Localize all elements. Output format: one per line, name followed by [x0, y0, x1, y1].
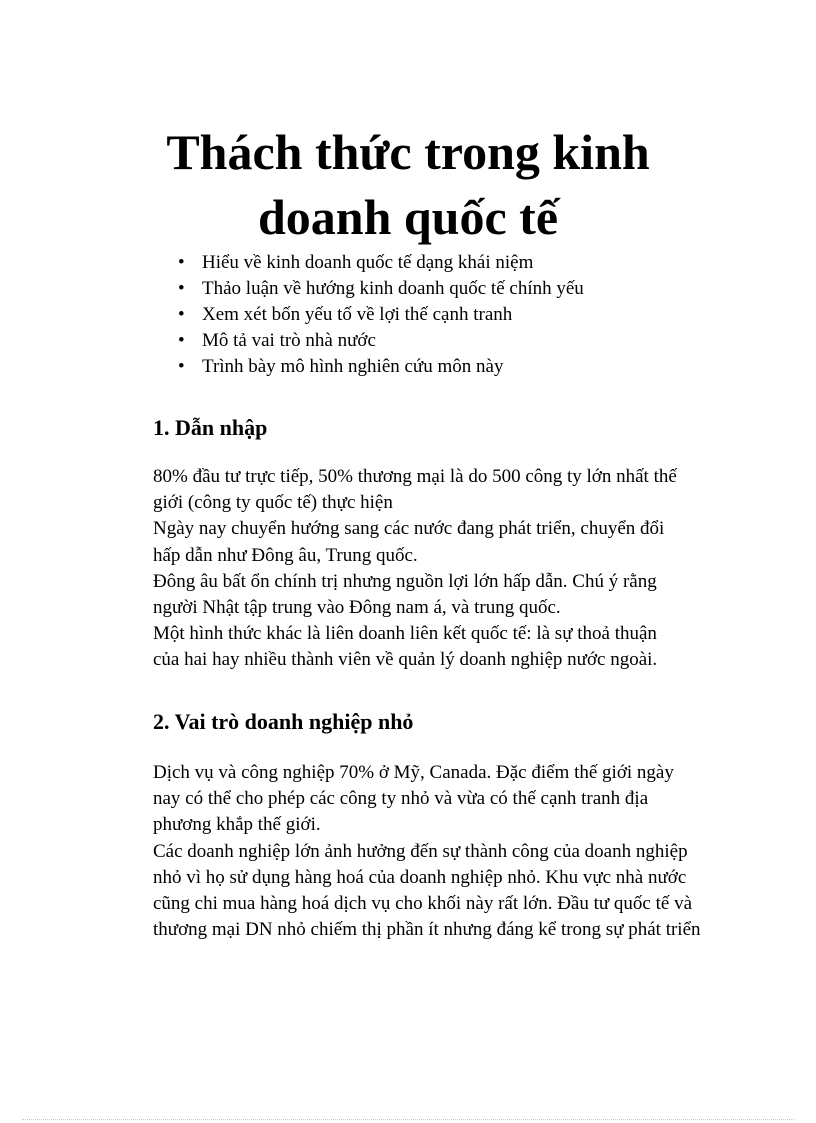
list-item [178, 328, 584, 354]
list-item [178, 354, 584, 380]
title-line: doanh quốc tế [257, 189, 559, 245]
list-item [178, 276, 584, 302]
text-line: cũng chi mua hàng hoá dịch vụ cho khối này rất lớn. Đầu tư quốc tế và [153, 893, 693, 915]
bullet-icon: • [178, 252, 185, 273]
list-item-text: Mô tả vai trò nhà nước [202, 330, 376, 351]
bullet-icon: • [178, 356, 185, 377]
text-line: giới (công ty quốc tế) thực hiện [153, 492, 393, 514]
text-line: hấp dẫn như Đông âu, Trung quốc. [153, 544, 418, 566]
bullet-icon: • [178, 278, 185, 299]
list-item-text: Hiểu về kinh doanh quốc tế dạng khái niệm [202, 252, 534, 273]
text-line: Ngày nay chuyển hướng sang các nước đang phát triển, chuyển đổi [153, 518, 665, 540]
document-title [0, 120, 816, 250]
list-item-text: Thảo luận về hướng kinh doanh quốc tế chính yếu [202, 278, 584, 299]
title-line: Thách thức trong kinh [166, 124, 650, 180]
text-line: Đông âu bất ổn chính trị nhưng nguồn lợi lớn hấp dẫn. Chú ý rằng [153, 570, 657, 592]
text-line: nay có thể cho phép các công ty nhỏ và vừa có thế cạnh tranh địa [153, 788, 649, 810]
text-line: Dịch vụ và công nghiệp 70% ở Mỹ, Canada. Đặc điểm thế giới ngày [153, 762, 674, 783]
text-line: thương mại DN nhỏ chiếm thị phần ít nhưng đáng kể trong sự phát triển [153, 919, 701, 941]
section-heading-introduction: 1. Dẫn nhập [153, 415, 268, 440]
list-item-text: Xem xét bốn yếu tố về lợi thế cạnh tranh [202, 304, 513, 325]
bullet-icon: • [178, 304, 185, 325]
section-body-introduction [153, 464, 723, 674]
objectives-list [178, 250, 584, 380]
bullet-icon: • [178, 330, 185, 351]
text-line: Các doanh nghiệp lớn ảnh hưởng đến sự thành công của doanh nghiệp [153, 840, 688, 862]
text-line: Một hình thức khác là liên doanh liên kết quốc tế: là sự thoả thuận [153, 623, 657, 645]
text-line: nhỏ vì họ sử dụng hàng hoá của doanh nghiệp nhỏ. Khu vực nhà nước [153, 866, 687, 888]
page-bottom-divider [22, 1119, 794, 1120]
text-line: của hai hay nhiều thành viên về quản lý doanh nghiệp nước ngoài. [153, 649, 658, 671]
list-item [178, 250, 584, 276]
text-line: phương khắp thế giới. [153, 814, 321, 836]
text-line: 80% đầu tư trực tiếp, 50% thương mại là do 500 công ty lớn nhất thế [153, 466, 677, 487]
section-heading-small-business: 2. Vai trò doanh nghiệp nhỏ [153, 709, 414, 734]
list-item [178, 302, 584, 328]
list-item-text: Trình bày mô hình nghiên cứu môn này [202, 356, 504, 377]
text-line: người Nhật tập trung vào Đông nam á, và trung quốc. [153, 597, 561, 619]
section-body-small-business [153, 760, 723, 943]
